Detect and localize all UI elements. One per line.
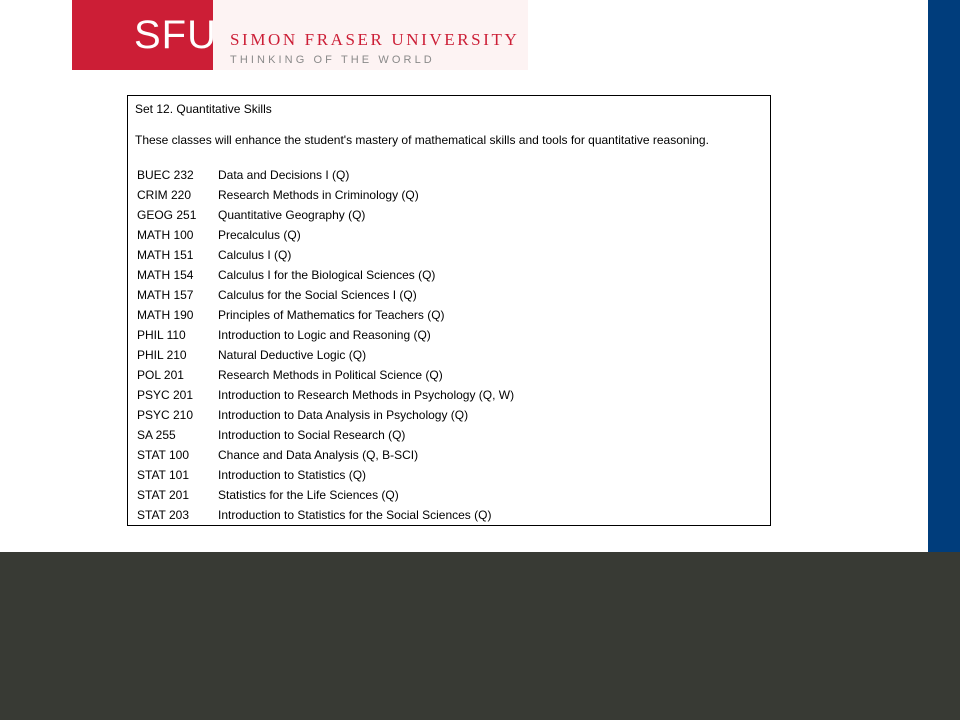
course-row bbox=[137, 285, 770, 305]
course-code: STAT 101 bbox=[137, 468, 190, 482]
panel-description: These classes will enhance the student's mastery of mathematical skills and tools for quantitative reasoning. bbox=[135, 133, 709, 147]
right-accent-bar bbox=[928, 0, 960, 552]
course-row bbox=[137, 305, 770, 325]
university-tagline: THINKING OF THE WORLD bbox=[230, 54, 435, 66]
course-name: Introduction to Research Methods in Psychology (Q, W) bbox=[218, 388, 515, 402]
course-row bbox=[137, 365, 770, 385]
course-code: MATH 157 bbox=[137, 288, 194, 302]
course-row bbox=[137, 405, 770, 425]
course-code: SA 255 bbox=[137, 428, 176, 442]
course-code: CRIM 220 bbox=[137, 188, 192, 202]
course-code: MATH 190 bbox=[137, 308, 194, 322]
course-name: Chance and Data Analysis (Q, B-SCI) bbox=[218, 448, 419, 462]
course-code: POL 201 bbox=[137, 368, 184, 382]
course-name: Precalculus (Q) bbox=[218, 228, 301, 242]
course-set-panel bbox=[127, 95, 771, 526]
footer-band bbox=[0, 552, 960, 720]
course-code: PHIL 210 bbox=[137, 348, 187, 362]
course-code: GEOG 251 bbox=[137, 208, 197, 222]
course-code: STAT 201 bbox=[137, 488, 190, 502]
course-name: Calculus I for the Biological Sciences (Q) bbox=[218, 268, 436, 282]
course-row bbox=[137, 165, 770, 185]
course-row bbox=[137, 445, 770, 465]
course-name: Research Methods in Criminology (Q) bbox=[218, 188, 419, 202]
course-name: Introduction to Data Analysis in Psychology (Q) bbox=[218, 408, 469, 422]
course-row bbox=[137, 485, 770, 505]
logo-wordmark bbox=[213, 0, 519, 70]
course-code: MATH 151 bbox=[137, 248, 194, 262]
course-row bbox=[137, 425, 770, 445]
course-code: PHIL 110 bbox=[137, 328, 186, 342]
course-name: Principles of Mathematics for Teachers (Q) bbox=[218, 308, 445, 322]
course-row bbox=[137, 265, 770, 285]
course-row bbox=[137, 205, 770, 225]
course-name: Statistics for the Life Sciences (Q) bbox=[218, 488, 399, 502]
course-name: Data and Decisions I (Q) bbox=[218, 168, 350, 182]
course-name: Calculus for the Social Sciences I (Q) bbox=[218, 288, 417, 302]
course-row bbox=[137, 245, 770, 265]
course-code: MATH 100 bbox=[137, 228, 194, 242]
course-name: Research Methods in Political Science (Q) bbox=[218, 368, 443, 382]
course-name: Introduction to Social Research (Q) bbox=[218, 428, 406, 442]
course-name: Introduction to Logic and Reasoning (Q) bbox=[218, 328, 431, 342]
course-code: PSYC 201 bbox=[137, 388, 194, 402]
logo-mark: SFU bbox=[72, 0, 213, 70]
course-code: MATH 154 bbox=[137, 268, 194, 282]
panel-title: Set 12. Quantitative Skills bbox=[135, 102, 272, 116]
course-code: PSYC 210 bbox=[137, 408, 194, 422]
course-code: STAT 100 bbox=[137, 448, 190, 462]
course-row bbox=[137, 345, 770, 365]
course-name: Quantitative Geography (Q) bbox=[218, 208, 366, 222]
sfu-logo bbox=[72, 0, 528, 70]
course-list bbox=[135, 165, 770, 525]
course-row bbox=[137, 465, 770, 485]
course-code: BUEC 232 bbox=[137, 168, 194, 182]
course-row bbox=[137, 385, 770, 405]
course-name: Introduction to Statistics (Q) bbox=[218, 468, 367, 482]
course-name: Calculus I (Q) bbox=[218, 248, 292, 262]
course-name: Introduction to Statistics for the Social Sciences (Q) bbox=[218, 508, 492, 522]
course-name: Natural Deductive Logic (Q) bbox=[218, 348, 367, 362]
university-name: SIMON FRASER UNIVERSITY bbox=[230, 30, 520, 49]
course-row bbox=[137, 505, 770, 525]
course-row bbox=[137, 185, 770, 205]
course-code: STAT 203 bbox=[137, 508, 190, 522]
course-row bbox=[137, 225, 770, 245]
course-row bbox=[137, 325, 770, 345]
